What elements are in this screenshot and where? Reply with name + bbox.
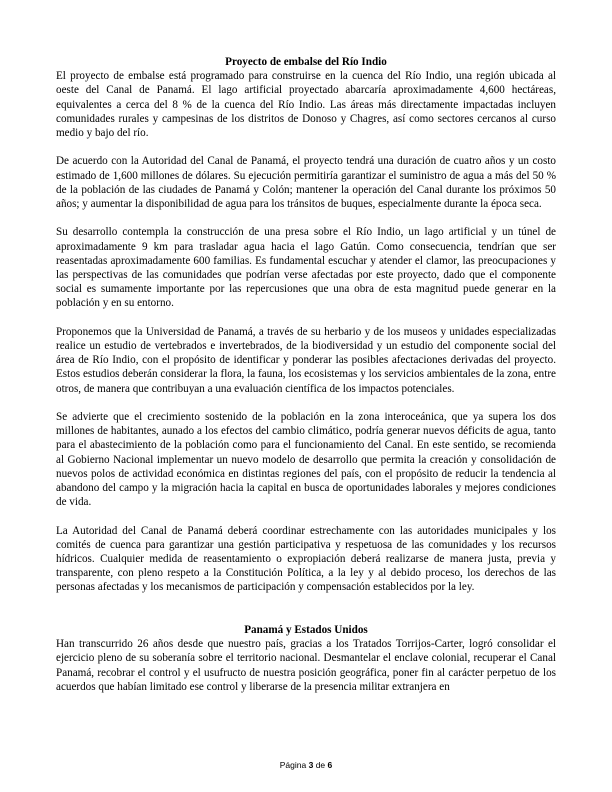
paragraph: El proyecto de embalse está programado para construirse en la cuenca del Río Indio, una región ubicada al oeste del Canal de Panamá. El lago artificial proyectado abarcaría aproximadamente 4,600 hectáreas, equivalentes a cerca del 8 % de la cuenca del Río Indio. Las áreas más directamente impactadas incluyen comunidades rurales y campesinas de los distritos de Donoso y Chagres, así como sectores cercanos al curso medio y bajo del río.	[56, 70, 556, 140]
paragraph: Se advierte que el crecimiento sostenido de la población en la zona interoceánica, que ya supera los dos millones de habitantes, aunado a los efectos del cambio climático, podría generar nuevos déficits de agua, tanto para el abastecimiento de la población como para el funcionamiento del Canal. En este sentido, se recomienda al Gobierno Nacional implementar un nuevo modelo de desarrollo que permita la creación y consolidación de nuevos polos de actividad económica en distintas regiones del país, con el propósito de reducir la tendencia al abandono del campo y la migración hacia la capital en busca de oportunidades laborales y mejores condiciones de vida.	[56, 411, 556, 509]
section-title-rio-indio: Proyecto de embalse del Río Indio	[225, 56, 387, 68]
paragraph: De acuerdo con la Autoridad del Canal de Panamá, el proyecto tendrá una duración de cuatro años y un costo estimado de 1,600 millones de dólares. Su ejecución permitiría garantizar el suministro de agua a más del 50 % de la población de las ciudades de Panamá y Colón; mantener la operación del Canal durante los próximos 50 años; y aumentar la disponibilidad de agua para los tránsitos de buques, especialmente durante la época seca.	[56, 155, 556, 211]
section-spacer	[56, 609, 556, 623]
paragraph: La Autoridad del Canal de Panamá deberá coordinar estrechamente con las autoridades municipales y los comités de cuenca para garantizar una gestión participativa y respetuosa de las comunidades y los recursos hídricos. Cualquier medida de reasentamiento o expropiación deberá realizarse de manera justa, previa y transparente, con pleno respeto a la Constitución Política, a la ley y al debido proceso, los derechos de las personas afectadas y los mecanismos de participación y compensación establecidos por la ley.	[56, 524, 556, 594]
paragraph: Su desarrollo contempla la construcción de una presa sobre el Río Indio, un lago artificial y un túnel de aproximadamente 9 km para trasladar agua hacia el lago Gatún. Como consecuencia, tendrían que ser reasentadas aproximadamente 600 familias. Es fundamental escuchar y atender el clamor, las preocupaciones y las perspectivas de las comunidades que podrían verse afectadas por este proyecto, dado que el componente social es sumamente importante por las repercusiones que una obra de esta magnitud puede generar en la población y en su entorno.	[56, 226, 556, 310]
footer-middle: de	[315, 760, 326, 770]
section-title-panama-estados-unidos: Panamá y Estados Unidos	[244, 624, 368, 637]
paragraph: Proponemos que la Universidad de Panamá, a través de su herbario y de los museos y unidades especializadas realice un estudio de vertebrados e invertebrados, de la biodiversidad y un estudio del componente social del área de Río Indio, con el propósito de identificar y ponderar las posibles afectaciones derivadas del proyecto. Estos estudios deberán considerar la flora, la fauna, los ecosistemas y los servicios ambientales de la zona, entre otros, de manera que contribuyan a una evaluación científica de los impactos potenciales.	[56, 325, 556, 395]
page-content	[56, 55, 556, 708]
footer-current-page: 3	[308, 760, 314, 770]
paragraph: Han transcurrido 26 años desde que nuestro país, gracias a los Tratados Torrijos-Carter, logró consolidar el ejercicio pleno de su soberanía sobre el territorio nacional. Desmantelar el enclave colonial, recuperar el Canal Panamá, recobrar el control y el usufructo de nuestra posición geográfica, poner fin al carácter perpetuo de los acuerdos que habían limitado ese control y liberarse de la presencia militar extranjera en	[56, 638, 556, 693]
footer-prefix: Página	[279, 760, 307, 770]
page-footer	[0, 760, 612, 770]
footer-total-pages: 6	[327, 760, 333, 770]
